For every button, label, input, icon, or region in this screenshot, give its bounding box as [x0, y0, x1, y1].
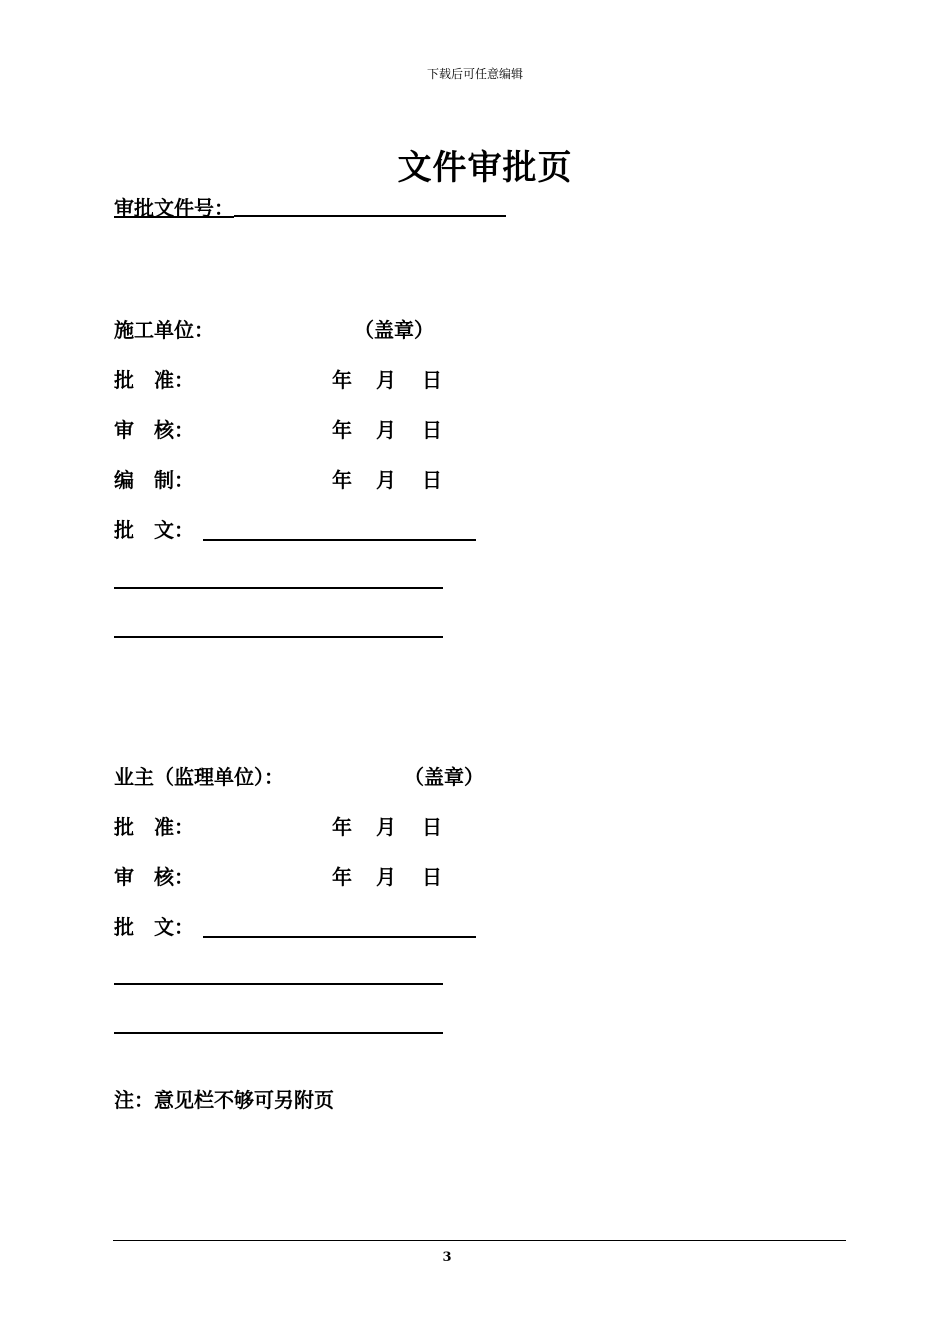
page-title: 文件审批页 — [397, 148, 573, 188]
contractor-approve-year: 年 — [332, 368, 352, 392]
owner-approve-label: 批 准： — [114, 815, 194, 839]
owner-blank-line-2 — [114, 1032, 443, 1034]
contractor-approval-text-line — [203, 539, 476, 541]
owner-seal-label: （盖章） — [404, 765, 484, 789]
contractor-blank-line-1 — [114, 587, 443, 589]
owner-review-day: 日 — [422, 865, 442, 889]
owner-unit-label: 业主（监理单位）： — [114, 765, 284, 789]
owner-approve-day: 日 — [422, 815, 442, 839]
contractor-approve-label: 批 准： — [114, 368, 194, 392]
contractor-approve-month: 月 — [376, 368, 396, 392]
contractor-seal-label: （盖章） — [354, 318, 434, 342]
footer-divider — [113, 1240, 846, 1241]
contractor-approval-text-label: 批 文： — [114, 518, 194, 542]
owner-approve-month: 月 — [376, 815, 396, 839]
contractor-prepare-month: 月 — [376, 468, 396, 492]
contractor-review-label: 审 核： — [114, 418, 194, 442]
contractor-review-month: 月 — [376, 418, 396, 442]
owner-review-label: 审 核： — [114, 865, 194, 889]
note-text: 注：意见栏不够可另附页 — [114, 1088, 334, 1112]
contractor-approve-day: 日 — [422, 368, 442, 392]
contractor-review-year: 年 — [332, 418, 352, 442]
file-number-label: 审批文件号： — [114, 196, 234, 220]
owner-approval-text-label: 批 文： — [114, 915, 194, 939]
owner-blank-line-1 — [114, 983, 443, 985]
file-number-blank-line — [234, 215, 506, 217]
contractor-unit-label: 施工单位： — [114, 318, 214, 342]
header-note: 下载后可任意编辑 — [426, 67, 523, 81]
owner-review-month: 月 — [376, 865, 396, 889]
contractor-prepare-day: 日 — [422, 468, 442, 492]
contractor-prepare-year: 年 — [332, 468, 352, 492]
page-number: 3 — [442, 1250, 452, 1265]
owner-approve-year: 年 — [332, 815, 352, 839]
file-number-row — [114, 192, 506, 222]
contractor-prepare-label: 编 制： — [114, 468, 194, 492]
contractor-blank-line-2 — [114, 636, 443, 638]
owner-review-year: 年 — [332, 865, 352, 889]
contractor-review-day: 日 — [422, 418, 442, 442]
owner-approval-text-line — [203, 936, 476, 938]
